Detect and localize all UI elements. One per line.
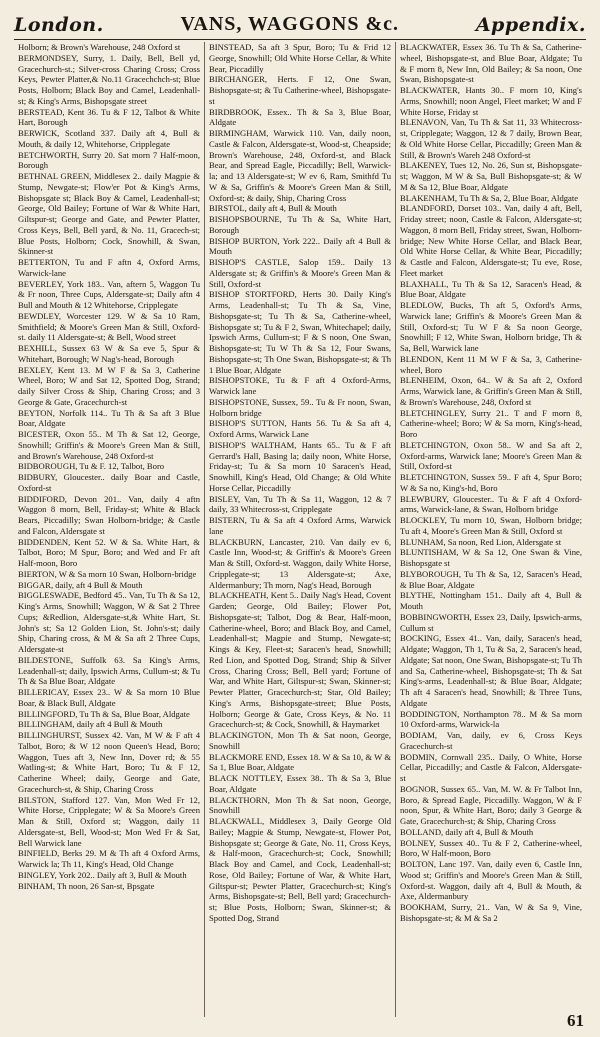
directory-entry: BLYBOROUGH, Tu Th & Sa, 12, Saracen's Head, & Blue Boar, Aldgate <box>400 568 582 590</box>
directory-entry: BIRDBROOK, Essex.. Th & Sa 3, Blue Boar, Aldgate <box>209 106 391 128</box>
directory-entry: BLEDLOW, Bucks, Th aft 5, Oxford's Arms, Warwick lane; Griffin's & Moore's Green Man & Still, Oxford-st; Tu W F & Sa noon George, Snowhill; F 12, White Swan, Holborn bridge, Th & Sa, Bell, Warwick lane <box>400 300 582 353</box>
directory-entry: BLETCHINGTON, Oxon 58.. W and Sa aft 2, Oxford-arms, Warwick lane; Moore's Green Man & Still, Oxford-st <box>400 439 582 472</box>
directory-entry: BIGGAR, daily, aft 4 Bull & Mouth <box>18 579 143 590</box>
directory-entry: BIDDENDEN, Kent 52. W & Sa. White Hart, & Talbot, Boro; M Spur, Boro; and Wed and Fr aft Half-moon, Boro <box>18 536 200 568</box>
directory-entry: BISHOP'S CASTLE, Salop 159.. Daily 13 Aldersgate st; & Griffin's & Moore's Green Man & Still, Oxford-st <box>209 257 391 289</box>
directory-entry: BLENHEIM, Oxon, 64.. W & Sa aft 2, Oxford Arms, Warwick lane, & Griffin's Green Man & Still, & Brown's Warehouse, 248, Oxford st <box>400 375 582 407</box>
directory-entry: BLACKWATER, Hants 30.. F morn 10, King's Arms, Snowhill; noon Angel, Fleet market; W and F White Horse, Friday st <box>400 85 582 117</box>
directory-entry: BILLINGHAM, daily aft 4 Bull & Mouth <box>18 719 163 730</box>
page-number: 61 <box>567 1011 584 1030</box>
directory-entry: BEVERLEY, York 183.. Van, aftern 5, Waggon Tu & Fr noon, Three Cups, Aldersgate-st; Daily aftn 4 Bull and Mouth & 12 Whitehorse, Cripplegate <box>18 278 200 310</box>
text-columns <box>14 42 586 1017</box>
directory-entry: BIGGLESWADE, Bedford 45.. Van, Tu Th & Sa 12, King's Arms, Snowhill; Waggon, W & Sat 2 Three Cups; &Redlion, Aldersgate-st,& White Hart, St. John's st; Sa 12 Golden Lion, St. John's-st; daily Ship, Charing cross, & M & Sa aft 2 Three Cups, Aldersgate-st <box>18 590 200 654</box>
directory-entry: BIRSTOL, daily aft 4, Bull & Mouth <box>209 203 337 214</box>
directory-entry: BLACKHEATH, Kent 5.. Daily Nag's Head, Covent Garden; George, Old Bailey; Flower Pot, Bishopsgate-st; Talbot, Dog & Bear, Half-moon, Catherine-wheel, Boro; and Black Boy, and Camel, Leadenhall-st; Magpie and Stump, Newgate-st; Kings & Key, Fleet-st; Saracen's head, Snowhill; Red Lion, and Spotted Dog, Strand; Ship & Silver Cross, Charing Cross; Bell, Bell yard; Fortune of War, and White Hart, Giltspur-st; Swan, Skinner-st; Pewter Platter, Gracechurch-st; Star, Old Bailey; King's Arms, Bishopsgate-street; Blue Posts, Holborn; George & Gate, Cross Keys, & No. 11 Gracechurch-st; & Cock, Snowhill, & Haymarket <box>209 590 391 730</box>
directory-entry: BETCHWORTH, Surry 20. Sat morn 7 Half-moon, Borough <box>18 149 200 171</box>
directory-entry: BICESTER, Oxon 55.. M Th & Sat 12, George, Snowhill; Griffin's & Moore's Green Man & Still, and Brown's Warehouse, 248 Oxford-st <box>18 429 200 461</box>
directory-entry: BISHOPSBOURNE, Tu Th & Sa, White Hart, Borough <box>209 214 391 235</box>
directory-entry: BILLINGFORD, Tu Th & Sa, Blue Boar, Aldgate <box>18 708 190 719</box>
directory-entry: BINFIELD, Berks 29. M & Th aft 4 Oxford Arms, Warwick la; Th 11, King's Head, Old Change <box>18 848 200 869</box>
directory-entry: BLACKMORE END, Essex 18. W & Sa 10, & W & Sa 1, Blue Boar, Aldgate <box>209 751 391 773</box>
directory-entry: BIERTON, W & Sa morn 10 Swan, Holborn-bridge <box>18 568 197 579</box>
directory-entry: BERMONDSEY, Surry, 1. Daily, Bell, Bell yd, Gracechurch-st.; Silver-cross Charing Cross; Cross Keys, Pewter Platter,& No.11 Gracechchch-st; Blue Posts, Holborn; Black Boy and Camel, Leadenhall-st; & King's Arms, Bishopsgate street <box>18 52 200 106</box>
directory-entry: BERSTEAD, Kent 36. Tu & F 12, Talbot & White Hart, Borough <box>18 106 200 128</box>
directory-entry: BEWDLEY, Worcester 129. W & Sa 10 Ram, Smithfield; & Moore's Green Man & Still, Oxford-st. daily 11 Aldersgate-st; & Bell, Wood street <box>18 310 200 343</box>
directory-entry: BOLLAND, daily aft 4, Bull & Mouth <box>400 826 534 837</box>
directory-entry: BISHOP BURTON, York 222.. Daily aft 4 Bull & Mouth <box>209 235 391 257</box>
directory-entry: BLACKINGTON, Mon Th & Sat noon, George, Snowhill <box>209 730 391 751</box>
directory-entry: BILDESTONE, Suffolk 63. Sa King's Arms, Leadenhall-st; daily, Ipswich Arms, Cullum-st; & Tu Th & Sa Blue Boar, Aldgate <box>18 654 200 687</box>
directory-entry: BEXLEY, Kent 13. M W F & Sa 3, Catherine Wheel, Boro; W and Sat 12, Spotted Dog, Strand; daily Silver Cross & Ship, Charing Cross; and 3 George & Gate, Gracechurch-st <box>18 364 200 407</box>
directory-entry: BISHOPSTONE, Sussex, 59.. Tu & Fr noon, Swan, Holborn bridge <box>209 396 391 418</box>
directory-entry: BISHOPSTOKE, Tu & F aft 4 Oxford-Arms, Warwick lane <box>209 375 391 396</box>
directory-entry: BODDINGTON, Northampton 78.. M & Sa morn 10 Oxford-arms, Warwick-la <box>400 708 582 730</box>
directory-entry: BETTERTON, Tu and F aftn 4, Oxford Arms, Warwick-lane <box>18 257 200 278</box>
directory-entry: BLYTHE, Nottingham 151.. Daily aft 4, Bull & Mouth <box>400 590 582 611</box>
directory-entry: BLAXHALL, Tu Th & Sa 12, Saracen's Head, & Blue Boar, Aldgate <box>400 278 582 300</box>
directory-entry: BISTERN, Tu & Sa aft 4 Oxford Arms, Warwick lane <box>209 515 391 536</box>
directory-entry: BINSTEAD, Sa aft 3 Spur, Boro; Tu & Frid 12 George, Snowhill; Old White Horse Cellar, & White Bear, Piccadilly <box>209 42 391 74</box>
column-2 <box>204 42 395 1017</box>
directory-entry: BOGNOR, Sussex 65.. Van, M. W. & Fr Talbot Inn, Boro, & Spread Eagle, Piccadilly. Waggon, W & F noon, Spur, & White Hart, Boro; daily 3 George & Gate, Gracechurch-st; & Ship, Charing Cross <box>400 783 582 826</box>
directory-entry: BOCKING, Essex 41.. Van, daily, Saracen's head, Aldgate; Waggon, Th 1, Tu & Sa, 2, Saracen's head, Aldgate; Sat noon, One Swan, Bishopsgate-st; Tu Th and Sa, Catherine-wheel, Bishopsgate-st; Th & Sat King's-arms, Leadenhall-st; & Blue Boar, Aldgate; Th aft 4 Saracen's head, Snowhill; & Three Tuns, Aldgate <box>400 633 582 708</box>
directory-entry: BLUNHAM, Sa noon, Red Lion, Aldersgate st <box>400 536 562 547</box>
directory-entry: BLACKTHORN, Mon Th & Sat noon, George, Snowhill <box>209 794 391 816</box>
directory-entry: BOLNEY, Sussex 40.. Tu & F 2, Catherine-wheel, Boro, W Half-moon, Boro <box>400 837 582 859</box>
directory-entry: BOBBINGWORTH, Essex 23, Daily, Ipswich-arms, Cullum st <box>400 611 582 633</box>
header-title: VANS, WAGGONS &c. <box>180 13 400 35</box>
directory-entry: BOOKHAM, Surry, 21.. Van, W & Sa 9, Vine, Bishopsgate-st; & M & Sa 2 <box>400 902 582 923</box>
directory-entry: Holborn; & Brown's Warehouse, 248 Oxford st <box>18 42 181 52</box>
directory-entry: BODMIN, Cornwall 235.. Daily, O White, Horse Cellar, Piccadilly; and Castle & Falcon, Aldersgate-st <box>400 751 582 783</box>
directory-entry: BLENDON, Kent 11 M W F & Sa, 3, Catherine-wheel, Boro <box>400 353 582 375</box>
directory-entry: BINGLEY, York 202.. Daily aft 3, Bull & Mouth <box>18 869 187 880</box>
header-right: Appendix. <box>475 14 586 36</box>
header-left: London. <box>14 14 104 36</box>
directory-entry: BIDBURY, Gloucester.. daily Boar and Castle, Oxford-st <box>18 472 200 493</box>
directory-entry: BLACKWATER, Essex 36. Tu Th & Sa, Catherine-wheel, Bishopsgate-st, and Blue Boar, Aldgate; Tu & F morn 8, New Inn, Old Bailey; & Sa noon, One Swan, Bishopsgate-st <box>400 42 582 85</box>
directory-entry: BISHOP'S SUTTON, Hants 56. Tu & Sa aft 4, Oxford Arms, Warwick Lane <box>209 418 391 439</box>
directory-entry: BLAKENEY, Tues 12, No. 26, Sun st, Bishopsgate-st; Waggon, M W & Sa, Bull Bishopsgate-st; & W M & Sa 12, Blue Boar, Aldgate <box>400 160 582 192</box>
column-1 <box>14 42 204 1017</box>
directory-entry: BLANDFORD, Dorset 103.. Van, daily 4 aft, Bell, Friday street; noon, Castle & Falcon, Aldersgate-st; Waggon, 8 morn Bell, Friday street, Swan, Holborn-bridge; New White Horse Cellar, and Black Bear, Old White Horse Cellar, & White Bear, Piccadilly; & Castle and Falcon, Aldersgate-st; Tu eve, Rose, Fleet market <box>400 203 582 278</box>
directory-entry: BILLINGHURST, Sussex 42. Van, M W & F aft 4 Talbot, Boro; & W 12 noon Queen's Head, Boro; Waggon, Tues aft 3, New Inn, Dover rd; & 55 Watling-st; & White Hart, Boro; Tu & F 12, Catherine Wheel; daily, George and Gate, Gracechurch-st, & Ship, Charing Cross <box>18 730 200 794</box>
directory-entry: BODIAM, Van, daily, ev 6, Cross Keys Gracechurch-st <box>400 730 582 751</box>
running-header <box>14 6 586 40</box>
directory-entry: BIRMINGHAM, Warwick 110. Van, daily noon, Castle & Falcon, Aldersgate-st, Wood-st, Cheapside; Brown's Warehouse, 248, Oxford-st, and Black Bear, and Spread Eagle, Piccadilly; Bell, Warwick-la; and 13 Aldersgate-st; W ev 6, Ram, Smithfd Tu W & Sa, Griffin's & Moore's Green Man & Still, Oxford-st; & daily, Ship, Charing Cross <box>209 128 391 203</box>
directory-entry: BOLTON, Lanc 197. Van, daily even 6, Castle Inn, Wood st; Griffin's and Moore's Green Man & Still, Oxford-st. Waggon, daily aft 4, Bull & Mouth, & Axe, Aldermanbury <box>400 859 582 902</box>
directory-entry: BILLERICAY, Essex 23.. W & Sa morn 10 Blue Boar, & Black Bull, Aldgate <box>18 687 200 708</box>
directory-entry: BLENAVON, Van, Tu Th & Sat 11, 33 Whitecross-st, Cripplegate; Waggon, 12 & 7 daily, Brown Bear, & Old White Horse Cellar, Piccadilly; Green Man & Still, & Brown's Wareh 248 Oxford-st <box>400 117 582 160</box>
directory-entry: BIDBOROUGH, Tu & F. 12, Talbot, Boro <box>18 461 165 472</box>
directory-entry: BEXHILL, Sussex 63 W & Sa eve 5, Spur & Whitehart, Borough; W Nag's-head, Borough <box>18 343 200 364</box>
directory-entry: BINHAM, Th noon, 26 San-st, Bpsgate <box>18 880 155 891</box>
directory-entry: BETHNAL GREEN, Middlesex 2.. daily Magpie & Stump, Newgate-st; Flow'er Pot & King's Arms, Bishopsgate st; Black Boy & Camel, Leadenhall-st; George, Old Bailey; Fortune of War & White Hart, Giltspur-st; George and Gate, and Pewter Platter, Cross Keys, Bell, Bell yard, & No. 11, Gracech-st; Blue Posts, Holborn; Cock, Snowhill, & Swan, Skinner-st <box>18 171 200 257</box>
directory-entry: BIRCHANGER, Herts. F 12, One Swan, Bishopsgate-st; & Tu Catherine-wheel, Bishopsgate-st <box>209 74 391 106</box>
directory-entry: BEYTON, Norfolk 114.. Tu Th & Sa aft 3 Blue Boar, Aldgate <box>18 407 200 429</box>
directory-entry: BLUNTISHAM, W & Sa 12, One Swan & Vine, Bishopsgate st <box>400 547 582 568</box>
directory-entry: BLETCHINGLEY, Surry 21.. T and F morn 8, Catherine-wheel; Boro; W & Sa morn, King's-head, Boro <box>400 407 582 439</box>
directory-entry: BILSTON, Stafford 127. Van, Mon Wed Fr 12, White Horse, Cripplegate; W & Sa Moore's Green Man & Still, Oxford st; Waggon, daily 11 Aldersgate-st, Bell, Wood-st; Mon Wed Fr & Sat, Bell Warwick lane <box>18 794 200 848</box>
directory-entry: BLOCKLEY, Tu morn 10, Swan, Holborn bridge; Tu aft 4, Moore's Green Man & Still, Oxford st <box>400 515 582 536</box>
directory-entry: BISHOP STORTFORD, Herts 30. Daily King's Arms, Leadenhall-st; Tu Th & Sa, Vine, Bishopsgate-st; Tu Th & Sa, Catherine-wheel, Bishopsgate st; Tu & F 2, Swan, Whitechapel; daily, Ipswich Arms, Cullum-st; F & S noon, One Swan, Bishopsgate-st; Tu W Th & Sa 12, Four Swans, Bishopsgate-st; Th One Swan, Bishopsgate-st; & Th 1 Blue Boar, Aldgate <box>209 289 391 375</box>
directory-entry: BLETCHINGTON, Sussex 59.. F aft 4, Spur Boro; W & Sa no, King's-hd, Boro <box>400 472 582 493</box>
directory-entry: BLACKBURN, Lancaster, 210. Van daily ev 6, Castle Inn, Wood-st; & Griffin's & Moore's Green Man & Still, Oxford-st. Waggon, daily White Horse, Cripplegate-st; 13 Aldersgate-st; Axe, Aldermanbury; Th morn, Nag's Head, Borough <box>209 536 391 590</box>
directory-entry: BIDDIFORD, Devon 201.. Van, daily 4 aftn Waggon 8 morn, Bell, Friday-st; White & Black Bears, Piccadilly; Swan Holborn-bridge; & Castle and Falcon, Aldersgate st <box>18 493 200 536</box>
directory-entry: BLAKENHAM, Tu Th & Sa, 2, Blue Boar, Aldgate <box>400 192 579 203</box>
directory-entry: BISLEY, Van, Tu Th & Sa 11, Waggon, 12 & 7 daily, 33 Whitecross-st, Cripplegate <box>209 493 391 515</box>
directory-entry: BLEWBURY, Gloucester.. Tu & F aft 4 Oxford-arms, Warwick-lane, & Swan, Holborn bridge <box>400 493 582 515</box>
column-3 <box>395 42 586 1017</box>
directory-entry: BERWICK, Scotland 337. Daily aft 4, Bull & Mouth, & daily 12, Whitehorse, Cripplegate <box>18 128 200 149</box>
directory-entry: BLACK NOTTLEY, Essex 38.. Th & Sa 3, Blue Boar, Aldgate <box>209 773 391 794</box>
directory-entry: BISHOP'S WALTHAM, Hants 65.. Tu & F aft Gerrard's Hall, Basing la; daily noon, White Horse, Friday-st; Tu & Sa morn 10 Saracen's Head, Snowhill, King's Head, Old Change; & Old White Horse Cellar, Piccadilly <box>209 439 391 493</box>
directory-entry: BLACKWALL, Middlesex 3, Daily George Old Bailey; Magpie & Stump, Newgate-st, Flower Pot, Bishopsgate st; George & Gate, No. 11, Cross Keys, & Half-moon, Gracechurch-st; Cock, Snowhill; Black Boy and Camel, and Cock, Leadenhall-st; Rose, Old Bailey; Fortune of War, & White Hart, Giltspur-st; Pewter Platter, Gracechurch-st; King's Arms, Bishopsgate-st; Bell, Bell yard; Gracechurch-st; Blue Posts, Holborn; Swan, Skinner-st; & Spotted Dog, Strand <box>209 816 391 923</box>
